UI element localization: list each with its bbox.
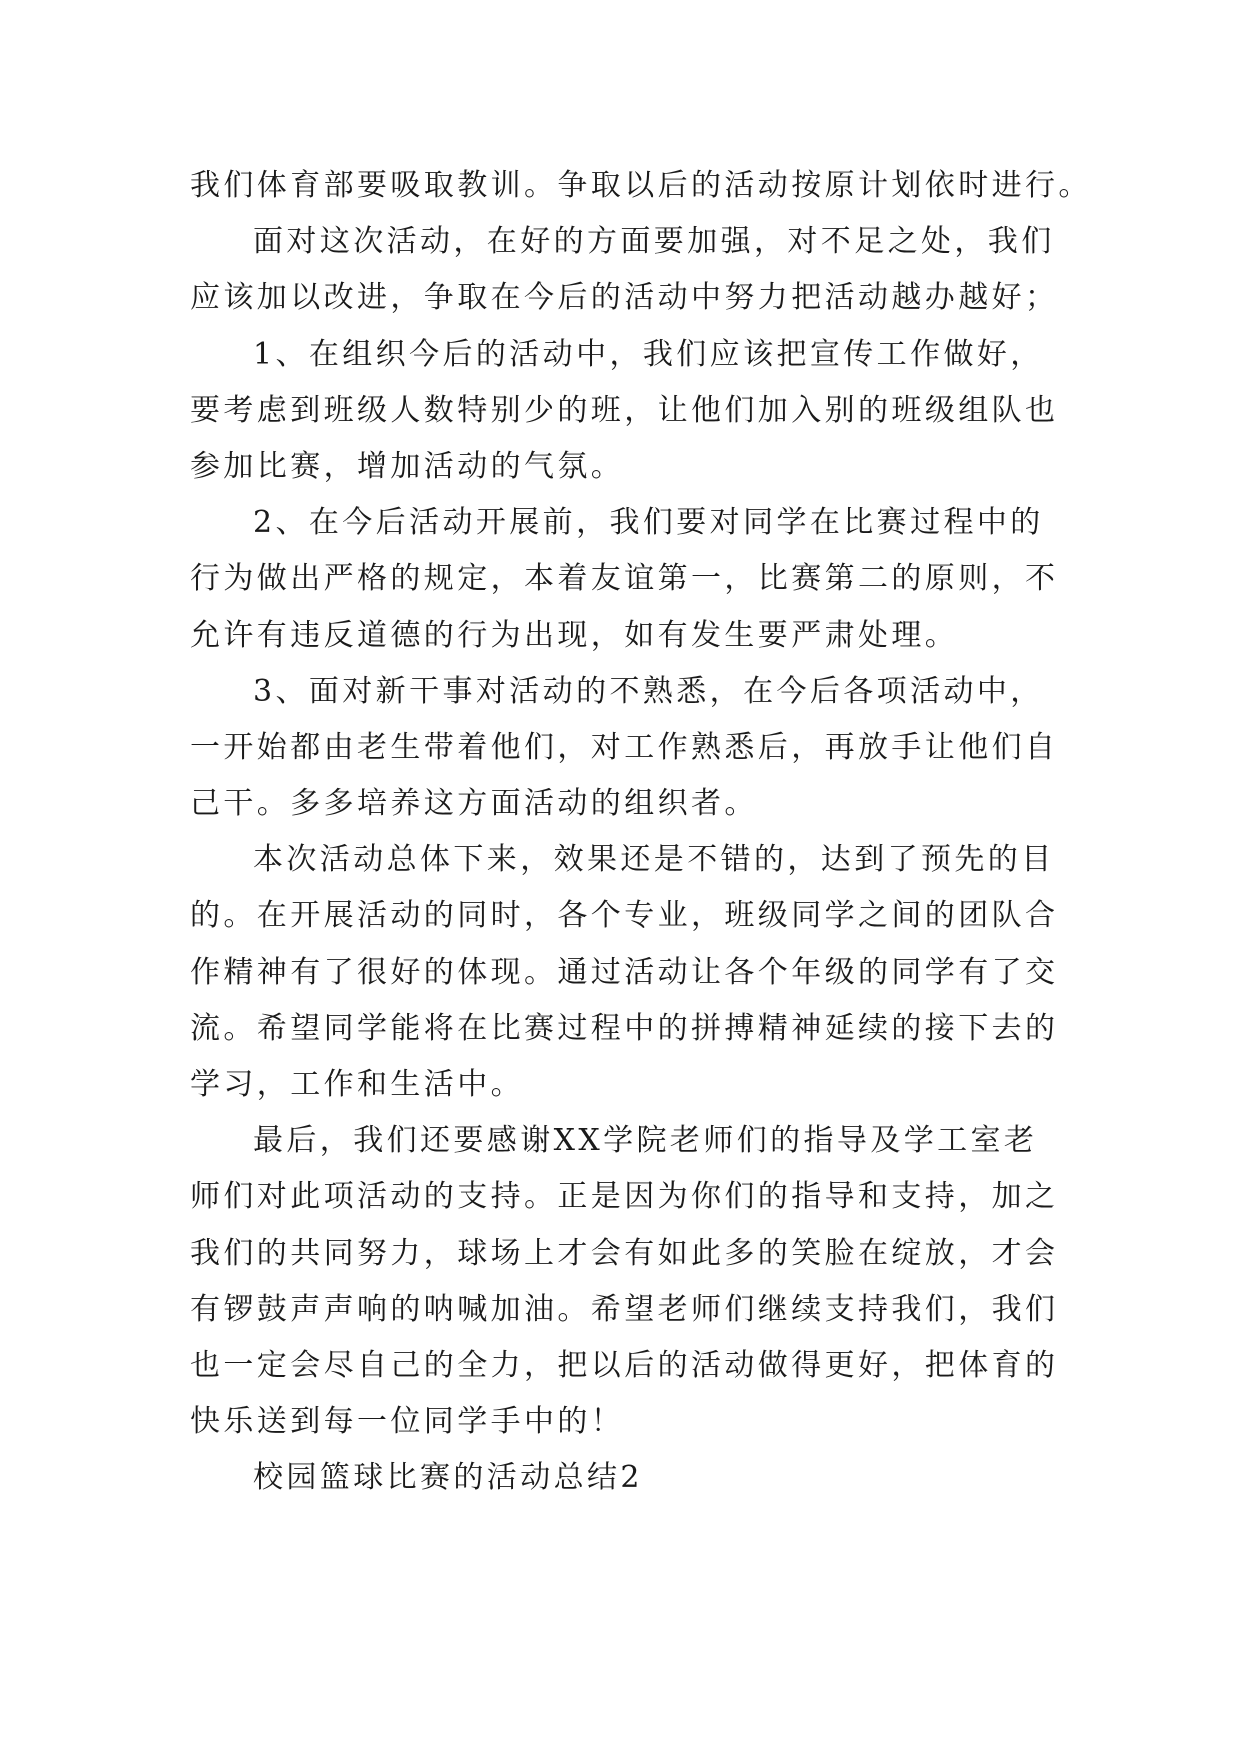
text-line-8: 行为做出严格的规定，本着友谊第一，比赛第二的原则，不 (190, 561, 1059, 597)
text-line-11: 一开始都由老生带着他们，对工作熟悉后，再放手让他们自 (190, 729, 1059, 765)
text-line-6: 参加比赛，增加活动的气氛。 (190, 448, 625, 484)
text-line-22: 也一定会尽自己的全力，把以后的活动做得更好，把体育的 (190, 1347, 1059, 1383)
text-line-2: 面对这次活动，在好的方面要加强，对不足之处，我们 (253, 224, 1055, 260)
text-line-16: 流。希望同学能将在比赛过程中的拼搏精神延续的接下去的 (190, 1010, 1059, 1046)
text-line-5: 要考虑到班级人数特别少的班，让他们加入别的班级组队也 (190, 392, 1059, 428)
text-line-20: 我们的共同努力，球场上才会有如此多的笑脸在绽放，才会 (190, 1235, 1059, 1271)
text-line-23: 快乐送到每一位同学手中的！ (190, 1404, 625, 1440)
text-line-12: 己干。多多培养这方面活动的组织者。 (190, 786, 758, 822)
text-line-9: 允许有违反道德的行为出现，如有发生要严肃处理。 (190, 617, 959, 653)
document-body (190, 158, 1092, 1507)
text-line-1: 我们体育部要吸取教训。争取以后的活动按原计划依时进行。 (190, 168, 1092, 203)
text-line-7: 2、在今后活动开展前，我们要对同学在比赛过程中的 (253, 505, 1044, 541)
text-line-10: 3、面对新干事对活动的不熟悉，在今后各项活动中， (253, 673, 1044, 709)
text-line-13: 本次活动总体下来，效果还是不错的，达到了预先的目 (253, 842, 1055, 878)
text-line-21: 有锣鼓声声响的呐喊加油。希望老师们继续支持我们，我们 (190, 1291, 1059, 1327)
text-line-19: 师们对此项活动的支持。正是因为你们的指导和支持，加之 (190, 1179, 1059, 1215)
text-line-15: 作精神有了很好的体现。通过活动让各个年级的同学有了交 (190, 954, 1059, 990)
text-line-14: 的。在开展活动的同时，各个专业，班级同学之间的团队合 (190, 898, 1059, 934)
text-line-4: 1、在组织今后的活动中，我们应该把宣传工作做好， (253, 336, 1044, 372)
text-line-18: 最后，我们还要感谢XX学院老师们的指导及学工室老 (253, 1123, 1038, 1159)
section-heading: 校园篮球比赛的活动总结2 (253, 1460, 643, 1496)
text-line-17: 学习，工作和生活中。 (190, 1067, 524, 1102)
text-line-3: 应该加以改进，争取在今后的活动中努力把活动越办越好； (190, 280, 1059, 316)
